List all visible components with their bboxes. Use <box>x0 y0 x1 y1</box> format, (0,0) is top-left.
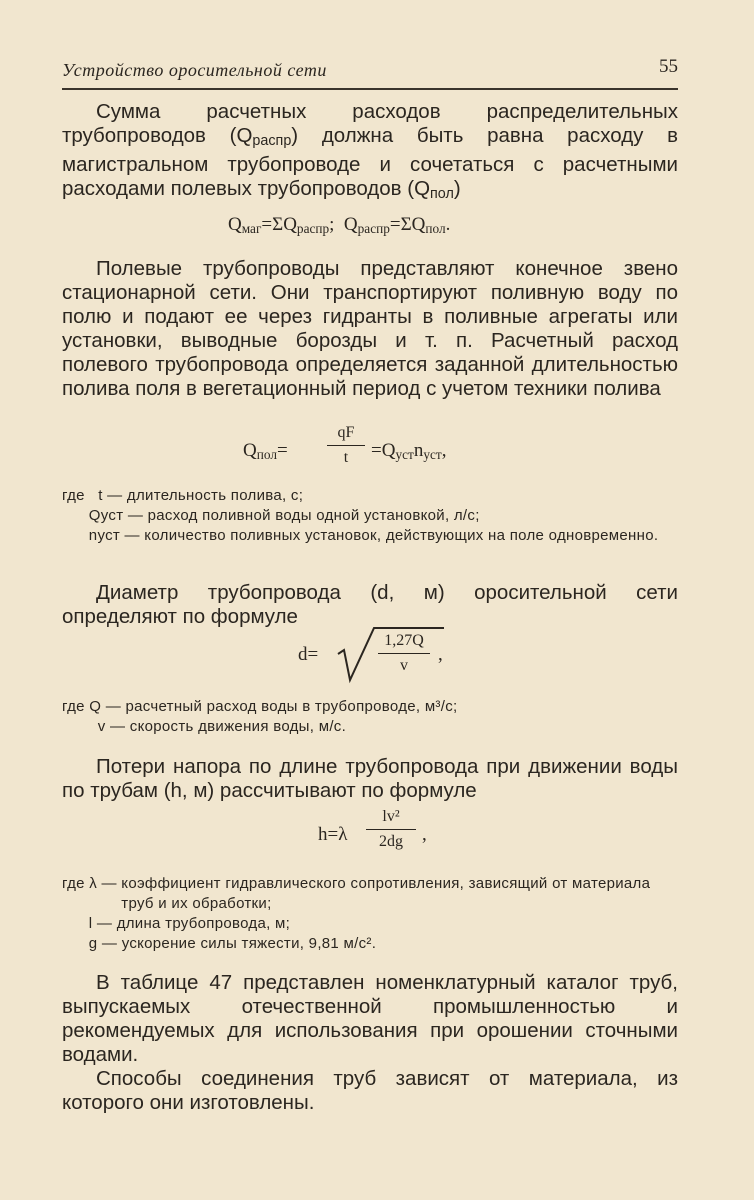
fraction-qF-over-t: qF t <box>327 424 365 467</box>
note-row: g — ускорение силы тяжести, 9,81 м/с². <box>62 935 377 952</box>
notes-formula-4 <box>62 874 678 954</box>
note-row: где λ — коэффициент гидравлического сопротивления, зависящий от материала труб и их обработки; <box>62 875 651 912</box>
note-row: nуст — количество поливных установок, действующих на поле одновременно. <box>62 527 659 544</box>
formula-field-flow: $Q_{пол}=$ qF t $=Q_{уст}n_{уст}$, <box>243 424 447 466</box>
paragraph-2: Полевые трубопроводы представляют конечное звено стационарной сети. Они транспортируют поливную воду по полю и подают ее через гидранты в поливные агрегаты или установки, выводные борозды и т. п. Расчетный расход полевого трубопровода определяется заданной длительностью полива поля в вегетационный период с учетом техники полива <box>62 257 678 400</box>
section-title: Устройство оросительной сети <box>62 60 327 80</box>
note-row: где Q — расчетный расход воды в трубопроводе, м³/с; <box>62 698 458 715</box>
note-row: v — скорость движения воды, м/с. <box>62 718 347 735</box>
fraction-lv2-over-2dg: lv² 2dg <box>366 808 416 851</box>
paragraph-1: Сумма расчетных расходов распределительных трубопроводов $(Q_{распр})$ должна быть равна расходу в магистральном трубопроводе и сочетаться с расчетными расходами полевых трубопроводов $(Q_{пол})$ <box>62 100 678 202</box>
paragraph-6: Способы соединения труб зависят от материала, из которого они изготовлены. <box>62 1067 678 1114</box>
paragraph-3: Диаметр трубопровода (d, м) оросительной сети определяют по формуле <box>62 581 678 628</box>
page-number: 55 <box>659 56 678 77</box>
formula-head-loss: h=λ lv² 2dg , <box>318 808 427 850</box>
paragraph-4: Потери напора по длине трубопровода при движении воды по трубам (h, м) рассчитывают по формуле <box>62 755 678 802</box>
paragraph-5: В таблице 47 представлен номенклатурный каталог труб, выпускаемых отечественной промышленностью и рекомендуемых для использования при орошении сточными водами. <box>62 971 678 1066</box>
note-row: Qуст — расход поливной воды одной установкой, л/с; <box>62 507 480 524</box>
note-row: l — длина трубопровода, м; <box>62 915 291 932</box>
notes-formula-2 <box>62 486 678 546</box>
running-header <box>62 56 678 90</box>
fraction-127Q-over-v: 1,27Q v <box>378 632 430 675</box>
notes-formula-3 <box>62 697 678 737</box>
note-row: где t — длительность полива, с; <box>62 487 304 504</box>
formula-flow-balance: $Q_{маг}=\Sigma Q_{распр}$; $Q_{распр}=\Sigma Q_{пол}$. <box>228 214 451 236</box>
formula-diameter: d= 1,27Q v , <box>298 624 458 686</box>
